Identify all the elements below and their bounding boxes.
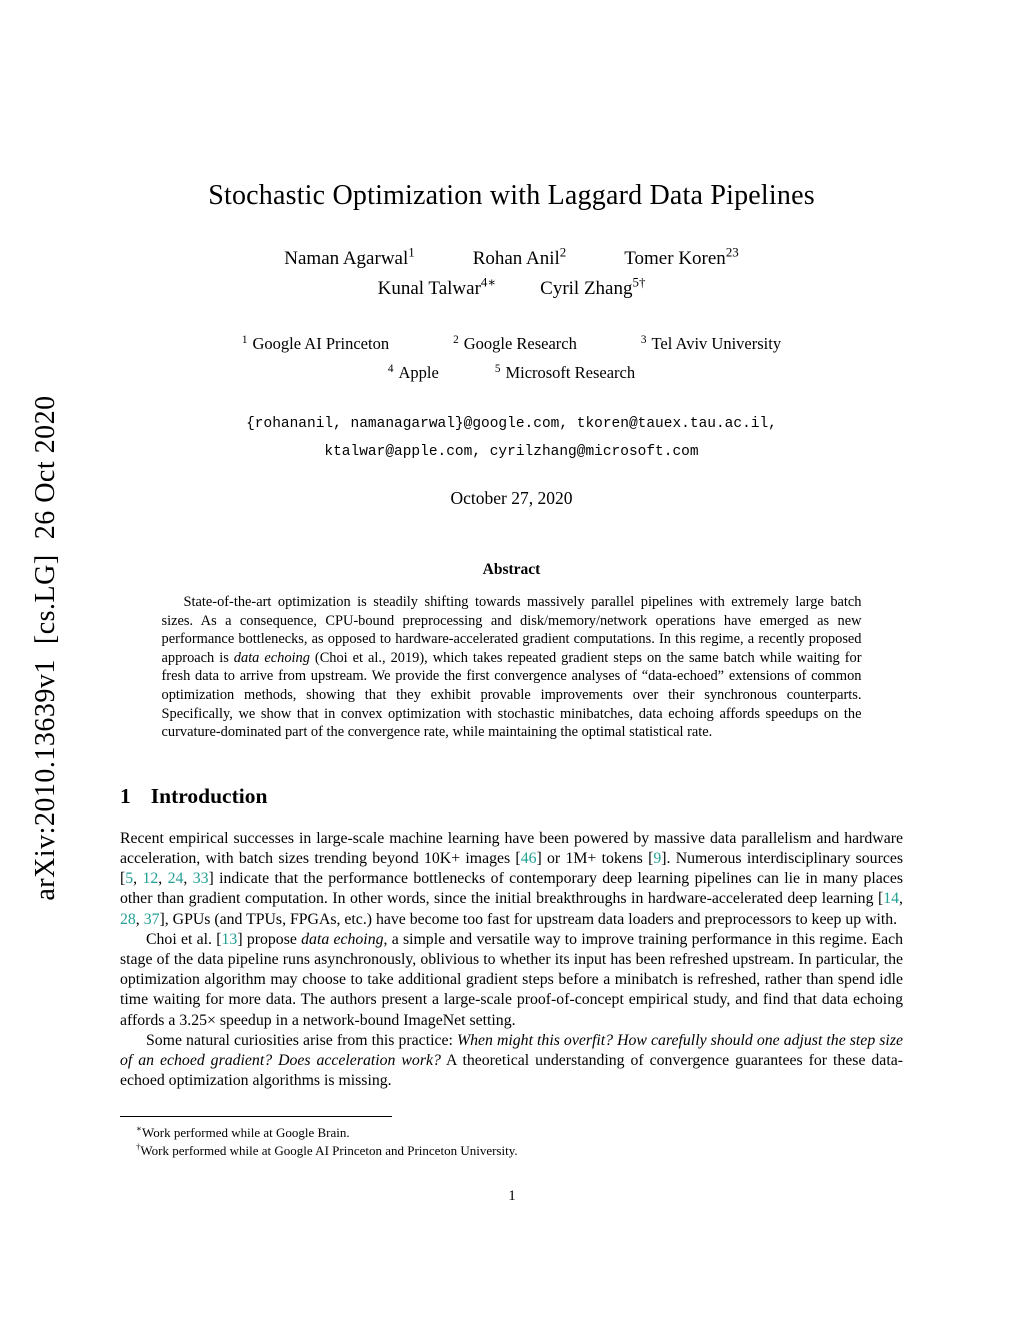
affil-marker: 5 xyxy=(494,362,501,375)
author xyxy=(624,244,739,270)
affil-name: Microsoft Research xyxy=(505,363,636,382)
footnote xyxy=(120,1142,903,1160)
email-line: ktalwar@apple.com, cyrilzhang@microsoft.com xyxy=(324,443,699,460)
authors-row-1 xyxy=(120,244,903,270)
paper-content xyxy=(120,0,903,1160)
affil-name: Apple xyxy=(398,363,439,382)
author xyxy=(540,274,646,300)
introduction-body xyxy=(120,829,903,1092)
footnote-rule xyxy=(120,1116,392,1117)
citation-link[interactable]: 9 xyxy=(653,849,662,867)
affil-name: Google AI Princeton xyxy=(252,334,390,353)
author xyxy=(472,244,567,270)
emphasized-text: data echoing xyxy=(233,649,310,666)
section-heading-introduction xyxy=(120,784,903,809)
citation-link[interactable]: 14 xyxy=(883,890,900,908)
abstract-heading: Abstract xyxy=(482,561,541,579)
author-name: Rohan Anil xyxy=(472,248,560,269)
affil-marker: 2 xyxy=(453,333,459,346)
author-affil-marker: 1 xyxy=(408,244,415,260)
footnote-text: Work performed while at Google Brain. xyxy=(142,1124,350,1140)
author-affil-marker: 4∗ xyxy=(480,274,497,290)
page-number: 1 xyxy=(508,1188,516,1204)
citation-link[interactable]: 5 xyxy=(125,870,134,888)
arxiv-stamp: arXiv:2010.13639v1 [cs.LG] 26 Oct 2020 xyxy=(30,395,61,901)
author-name: Cyril Zhang xyxy=(540,278,633,299)
author xyxy=(284,244,415,270)
author-name: Kunal Talwar xyxy=(377,278,481,299)
citation-link[interactable]: 33 xyxy=(192,870,209,888)
citation-link[interactable]: 46 xyxy=(520,849,537,867)
author-emails xyxy=(120,411,903,466)
authors-row-2 xyxy=(120,274,903,300)
email-line: {rohananil, namanagarwal}@google.com, tkoren@tauex.tau.ac.il, xyxy=(246,416,777,432)
author-name: Naman Agarwal xyxy=(284,248,409,269)
affiliations-row-2 xyxy=(120,363,903,383)
citation-link[interactable]: 12 xyxy=(142,870,159,888)
author xyxy=(377,274,497,300)
emphasized-text: data echoing xyxy=(301,930,384,948)
affil-name: Google Research xyxy=(463,334,577,353)
footnote xyxy=(120,1124,903,1142)
footnote-marker: † xyxy=(136,1141,141,1152)
author-affil-marker: 5† xyxy=(632,274,646,290)
affil-marker: 4 xyxy=(387,362,394,375)
abstract-body: State-of-the-art optimization is steadily shifting towards massively parallel pipelines with extremely large batch sizes. As a consequence, CPU-bound preprocessing and disk/memory/network operations have emerged as new performance bottlenecks, as opposed to hardware-accelerated gradient computations. In this regime, a recently proposed approach is data echoing (Choi et al., 2019), which takes repeated gradient steps on the same batch while waiting for fresh data to arrive from upstream. We provide the first convergence analyses of “data-echoed” extensions of common optimization methods, showing that they exhibit provable improvements over their synchronous counterparts. Specifically, we show that in convex optimization with stochastic minibatches, data echoing affords speedups on the curvature-dominated part of the convergence rate, while maintaining the optimal statistical rate. xyxy=(161,594,862,741)
section-title: Introduction xyxy=(150,783,268,808)
citation-link[interactable]: 13 xyxy=(221,930,238,948)
affiliation xyxy=(388,363,439,383)
abstract-section xyxy=(162,561,862,742)
affiliation xyxy=(495,363,635,383)
affil-name: Tel Aviv University xyxy=(651,334,782,353)
emphasized-text: When might this overfit? How carefully should one adjust the step size of an echoed gradient? Does acceleration work? xyxy=(120,1031,903,1070)
affiliation xyxy=(641,334,781,354)
paper-date: October 27, 2020 xyxy=(450,488,573,509)
section-number: 1 xyxy=(120,783,131,808)
citation-link[interactable]: 28 xyxy=(120,910,136,928)
intro-paragraph: Some natural curiosities arise from this practice: When might this overfit? How carefully should one adjust the step size of an echoed gradient? Does acceleration work? A theoretical understanding of convergence guarantees for these data-echoed optimization algorithms is missing. xyxy=(120,1031,903,1090)
affil-marker: 3 xyxy=(640,333,647,346)
paper-title: Stochastic Optimization with Laggard Data Pipelines xyxy=(208,180,815,211)
footnote-text: Work performed while at Google AI Princeton and Princeton University. xyxy=(140,1142,518,1158)
affiliation xyxy=(453,334,577,354)
affiliations-row-1 xyxy=(120,334,903,354)
author-affil-marker: 23 xyxy=(725,244,739,260)
intro-paragraph: Choi et al. [13] propose data echoing, a simple and versatile way to improve training performance in this regime. Each stage of the data pipeline runs asynchronously, oblivious to whether its input has been refreshed upstream. In particular, the optimization algorithm may choose to take additional gradient steps before a minibatch is refreshed, rather than spend idle time waiting for more data. The authors present a large-scale proof-of-concept empirical study, and find that data echoing affords a 3.25× speedup in a network-bound ImageNet setting. xyxy=(120,930,903,1029)
author-name: Tomer Koren xyxy=(624,248,726,269)
citation-link[interactable]: 37 xyxy=(143,910,160,928)
affiliation xyxy=(242,334,389,354)
intro-paragraph: Recent empirical successes in large-scale machine learning have been powered by massive data parallelism and hardware acceleration, with batch sizes trending beyond 10K+ images [46] or 1M+ tokens [9]. Numerous interdisciplinary sources [5, 12, 24, 33] indicate that the performance bottlenecks of contemporary deep learning pipelines can lie in many places other than gradient computation. In other words, since the initial breakthroughs in hardware-accelerated deep learning [14, 28, 37], GPUs (and TPUs, FPGAs, etc.) have become too fast for upstream data loaders and preprocessors to keep up with. xyxy=(120,829,904,928)
author-affil-marker: 2 xyxy=(559,244,567,260)
footnote-marker: ∗ xyxy=(136,1123,143,1134)
citation-link[interactable]: 24 xyxy=(167,870,184,888)
footnote-block xyxy=(120,1116,903,1160)
affil-marker: 1 xyxy=(241,333,248,346)
